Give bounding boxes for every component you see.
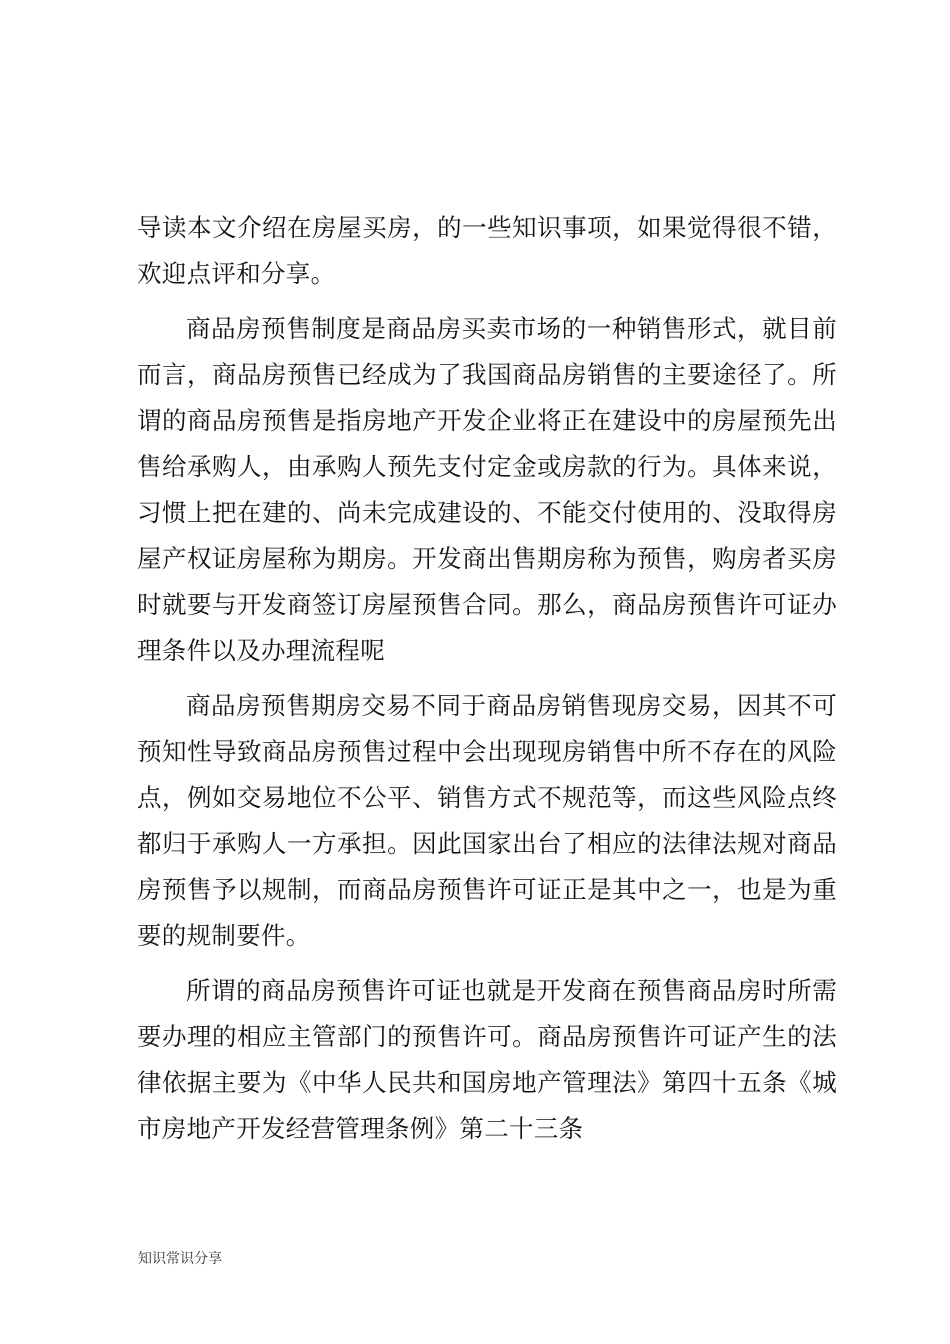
page-footer: 知识常识分享 (138, 1251, 222, 1267)
body-paragraph-presale-permit: 所谓的商品房预售许可证也就是开发商在预售商品房时所需要办理的相应主管部门的预售许可。商品房预售许可证产生的法律依据主要为《中华人民共和国房地产管理法》第四十五条《城市房地产开发经营管理条例》第二十三条 (137, 976, 837, 1143)
body-paragraph-presale-risks: 商品房预售期房交易不同于商品房销售现房交易，因其不可预知性导致商品房预售过程中会出现现房销售中所不存在的风险点，例如交易地位不公平、销售方式不规范等，而这些风险点终都归于承购人一方承担。因此国家出台了相应的法律法规对商品房预售予以规制，而商品房预售许可证正是其中之一，也是为重要的规制要件。 (137, 691, 837, 950)
intro-paragraph: 导读本文介绍在房屋买房，的一些知识事项，如果觉得很不错，欢迎点评和分享。 (137, 213, 837, 288)
body-paragraph-presale-definition: 商品房预售制度是商品房买卖市场的一种销售形式，就目前而言，商品房预售已经成为了我国商品房销售的主要途径了。所谓的商品房预售是指房地产开发企业将正在建设中的房屋预先出售给承购人，由承购人预先支付定金或房款的行为。具体来说，习惯上把在建的、尚未完成建设的、不能交付使用的、没取得房屋产权证房屋称为期房。开发商出售期房称为预售，购房者买房时就要与开发商签订房屋预售合同。那么，商品房预售许可证办理条件以及办理流程呢 (137, 314, 837, 665)
document-body (137, 205, 837, 1152)
